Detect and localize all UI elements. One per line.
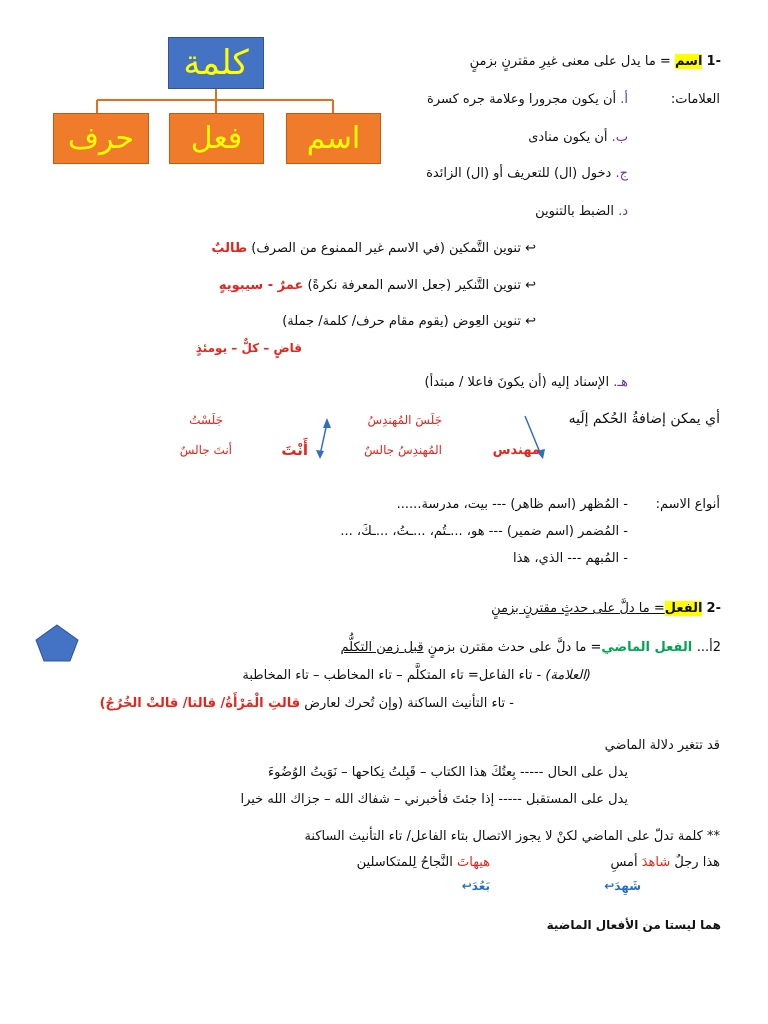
sign-e [425,375,628,390]
noun-definition [470,54,721,69]
noun-type-3: - المُبهم --- الذي، هذا [512,551,628,566]
meaning-change-present: يدل على الحال ----- بِعتُكَ هذا الكتاب – قَبِلتُ نِكاحها – نَوَيتُ الوُضُوءَ [268,765,628,780]
signs-label: العلامات: [670,92,720,107]
past-verb-sign2 [100,696,514,711]
sign-a [427,92,628,107]
sign-d-text: الضبط بالتنوين [535,204,619,219]
noun-type-1: - المُظهر (اسم ظاهر) --- بيت، مدرسة...... [396,497,628,512]
noun-types-label: أنواع الاسم: [655,497,720,512]
sign-b [528,130,628,145]
noun-type-2: - المُضمر (اسم ضمير) --- هو، ...ـتُم، ...ـتُ، ...ـكَ، ... [340,524,628,539]
tanween-tamkeen [211,241,536,256]
sign-e-letter: هـ. [613,375,628,390]
sign-b-text: أن يكون منادى [528,130,612,145]
past-verb-def: = ما دلَّ على حدث مقترن بزمنٍ [423,640,602,655]
example-line [610,855,720,870]
tanween-tamkeen-example: طالبٌ [211,241,248,256]
verb-def-b: مقترنٍ بزمنٍ [491,601,558,616]
tanween-tankeer-text: ↩ تنوين التَّنكير (جعل الاسم المعرفة نكرةً) [303,278,536,293]
past-verb-definition [341,640,721,655]
noun-def-text: = ما يدل على معنى غيرِ مقترنٍ بزمنٍ [469,54,675,69]
sign-c [426,166,628,181]
isnad-example-top1: جَلَسَ المُهندِسُ [367,413,442,427]
example-text-e: النَّجاحُ لِلمتكاسلين [356,855,458,870]
diagram-child-verb: فعل [169,113,264,164]
past-verb-sign1-text: - تاء الفاعل= تاء المتكلَّم – تاء المخاطب – تاء المخاطبة [242,668,546,683]
verb-term: الفعل [664,601,703,616]
sign-d [535,204,628,219]
sign-a-letter: أ. [620,92,628,107]
isnad-example-bot3: أَنْتَ [281,441,308,459]
past-verb-term: الفعل الماضي [601,640,697,655]
section2-number: -2 [706,601,721,616]
noun-term: اسم [674,54,703,69]
isnad-example-top2: جَلَسْتُ [189,413,223,427]
diagram-root-word: كلمة [168,37,264,89]
example-text-a: هذا رجلٌ [670,855,720,870]
sign-b-letter: ب. [611,130,628,145]
past-verb-sign1 [242,668,591,683]
arrow-baooda: بَعُدَ↩ [461,879,490,893]
past-verb-sign-label: (العلامة) [545,668,591,683]
meaning-change-future: يدل على المستقبل ----- إذا جئتَ فأخبرني – شفاك الله – جزاك الله خيرا [240,792,628,807]
isnad-example-bot2: المُهندِسُ جالسٌ [364,443,442,457]
tanween-iwad-text: ↩ تنوين العِوض (يقوم مقام حرف/ كلمة/ جملة) [282,314,536,329]
note-line: ** كلمة تدلّ على الماضي لكنْ لا يجوز الاتصال بتاء الفاعل/ تاء التأنيث الساكنة [304,829,720,844]
sign-a-text: أن يكون مجرورا وعلامة جره كسرة [427,92,621,107]
tanween-tankeer-example: عمرٌ - سيبويهٍ [218,278,304,293]
sign-c-letter: ج. [615,166,628,181]
verb-definition [491,601,721,616]
tanween-tamkeen-text: ↩ تنوين التَّمكين (في الاسم غير الممنوع من الصرف) [247,241,536,256]
example-hayhata: هيهاتَ [457,855,490,870]
sign-d-letter: د. [618,204,628,219]
arrow-shahida: شَهِدَ↩ [604,879,641,893]
sign-c-text: دخول (ال) للتعريف أو (ال) الزائدة [426,166,616,181]
diagram-child-noun: اسم [286,113,381,164]
pentagon-shape [36,625,78,661]
past-verb-sign2-text: - تاء التأنيث الساكنة (وإن تُحرك لعارض [300,696,514,711]
example-line-2 [357,855,490,870]
isnad-line: أي يمكن إضافةُ الحُكم إلَيه [568,411,720,427]
example-text-c: أمسِ [610,855,642,870]
meaning-change-title: قد تتغير دلالة الماضي [604,738,720,753]
past-verb-sign2-example: قالتِ الْمَرْأَةُ/ قالتا/ قالتْ الخُرُجُ) [99,696,301,711]
section1-number: -1 [706,54,721,69]
tanween-iwad-examples: قاضٍ – كلٌّ – يومئذٍ [195,341,302,355]
past-verb-number: 2أ... [696,640,721,655]
isnad-example-bot4: أنتَ جالسٌ [179,443,232,457]
sign-e-text: الإسناد إليه (أن يكونَ فاعلا / مبتدأ) [424,375,614,390]
past-verb-def-underlined: قبل زمن التكلُّم [340,640,424,655]
verb-def-a: = ما دلَّ على حدثٍ [557,601,665,616]
example-shahida: شاهدَ [641,855,671,870]
tanween-tankeer [219,278,536,293]
footer-note: هما ليستا من الأفعال الماضية [546,918,721,932]
diagram-child-particle: حرف [53,113,149,164]
tanween-iwad [282,314,536,329]
isnad-example-bot1: مهندس [492,443,540,458]
